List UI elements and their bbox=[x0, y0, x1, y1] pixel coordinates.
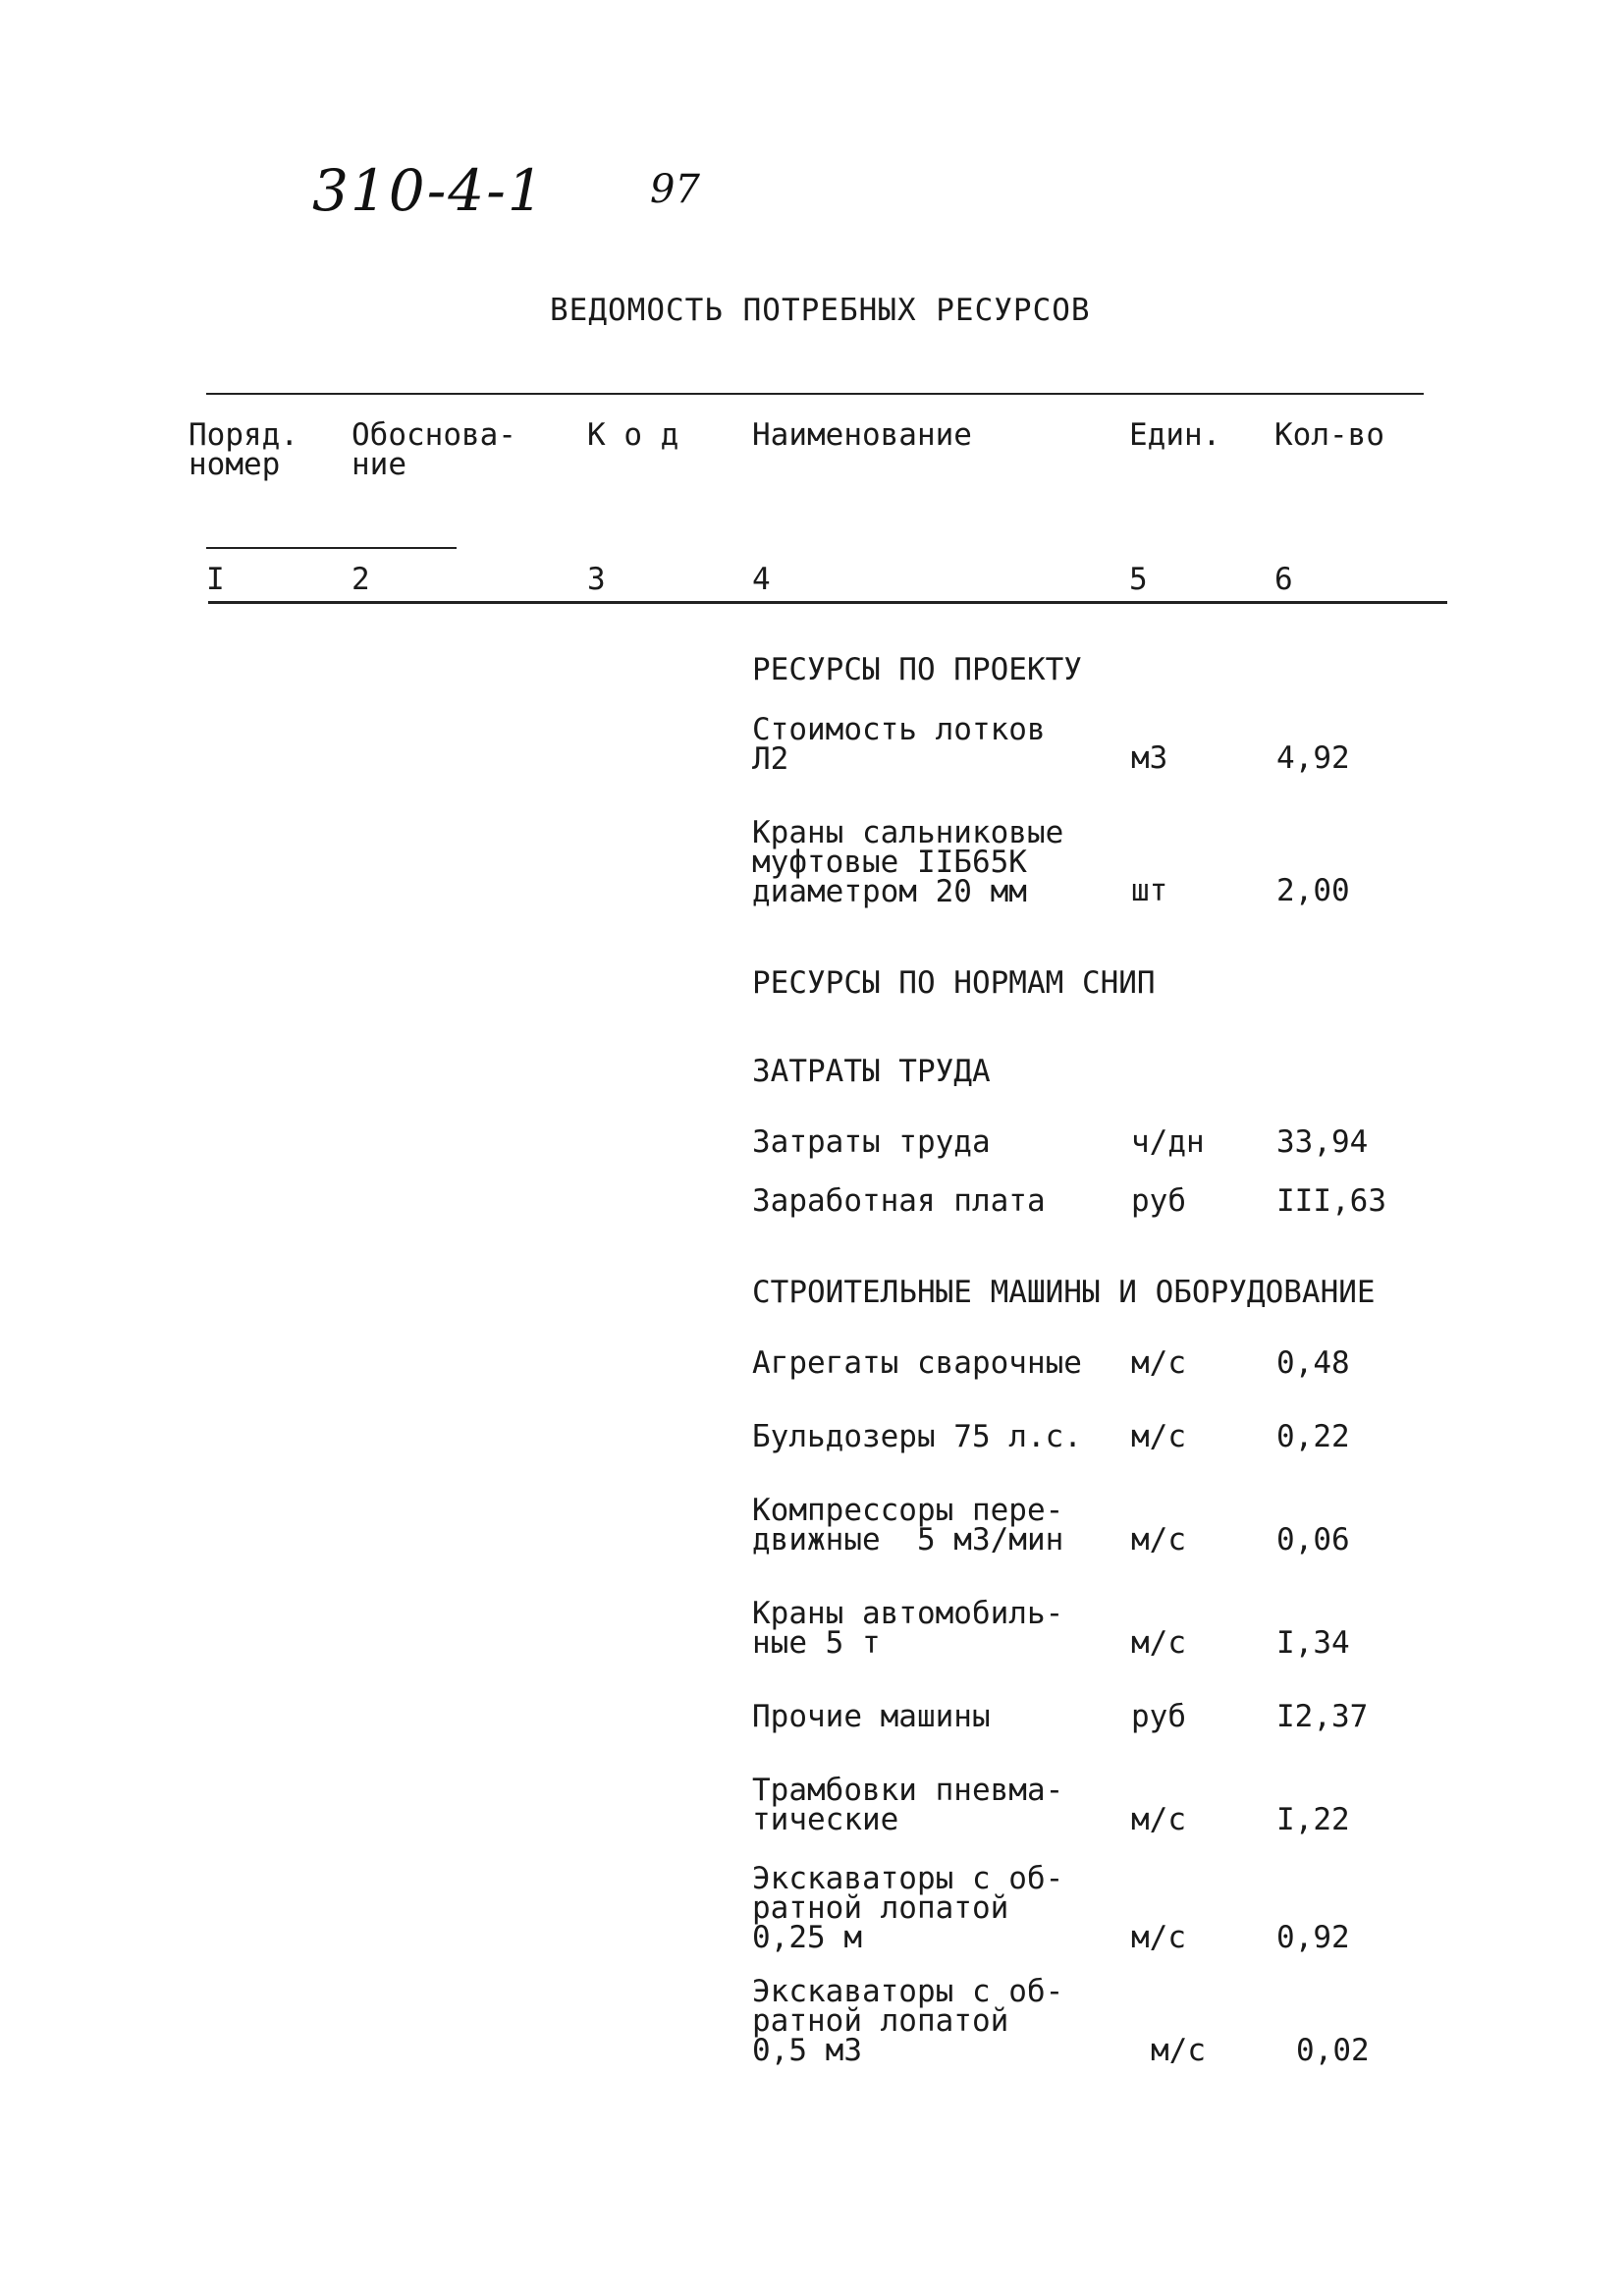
column-header-name: Наименование bbox=[752, 417, 972, 453]
row-unit-5: м/с bbox=[1131, 1419, 1186, 1454]
row-qty-4: 0,48 bbox=[1276, 1345, 1350, 1381]
row-name-8: Прочие машины bbox=[752, 1699, 991, 1734]
row-name-7: Краны автомобиль- ные 5 т bbox=[752, 1596, 1064, 1661]
table-top-rule bbox=[206, 393, 1424, 395]
row-name-1: Краны сальниковые муфтовые IIБ65К диаметром 20 мм bbox=[752, 815, 1064, 909]
row-name-4: Агрегаты сварочные bbox=[752, 1345, 1082, 1381]
row-name-9: Трамбовки пневма- тические bbox=[752, 1773, 1064, 1837]
row-name-10: Экскаваторы с об- ратной лопатой 0,25 м bbox=[752, 1861, 1064, 1955]
column-number-5: 5 bbox=[1129, 562, 1148, 597]
column-number-6: 6 bbox=[1274, 562, 1293, 597]
column-header-unit: Един. bbox=[1129, 417, 1221, 453]
section-heading-machines: СТРОИТЕЛЬНЫЕ МАШИНЫ И ОБОРУДОВАНИЕ bbox=[752, 1275, 1376, 1310]
column-number-3: 3 bbox=[587, 562, 606, 597]
header-separator-rule bbox=[206, 547, 457, 549]
column-header-basis: Обоснова- ние bbox=[352, 417, 516, 482]
row-qty-2: 33,94 bbox=[1276, 1124, 1369, 1160]
row-unit-4: м/с bbox=[1131, 1345, 1186, 1381]
row-qty-3: III,63 bbox=[1276, 1183, 1386, 1219]
row-unit-7: м/с bbox=[1131, 1625, 1186, 1661]
row-name-5: Бульдозеры 75 л.с. bbox=[752, 1419, 1082, 1454]
row-unit-1: шт bbox=[1131, 873, 1168, 908]
page-number: 97 bbox=[650, 167, 700, 212]
section-heading-project: РЕСУРСЫ ПО ПРОЕКТУ bbox=[752, 652, 1082, 687]
row-unit-10: м/с bbox=[1131, 1920, 1186, 1955]
row-name-2: Затраты труда bbox=[752, 1124, 991, 1160]
row-unit-2: ч/дн bbox=[1131, 1124, 1205, 1160]
row-qty-8: I2,37 bbox=[1276, 1699, 1369, 1734]
column-number-1: I bbox=[206, 562, 225, 597]
row-qty-10: 0,92 bbox=[1276, 1920, 1350, 1955]
row-qty-6: 0,06 bbox=[1276, 1522, 1350, 1558]
row-name-3: Заработная плата bbox=[752, 1183, 1046, 1219]
row-unit-3: руб bbox=[1131, 1183, 1186, 1219]
column-header-order: Поряд. номер bbox=[189, 417, 298, 482]
row-unit-6: м/с bbox=[1131, 1522, 1186, 1558]
row-name-0: Стоимость лотков Л2 bbox=[752, 712, 1046, 777]
row-qty-0: 4,92 bbox=[1276, 740, 1350, 776]
row-unit-11: м/с bbox=[1151, 2033, 1206, 2068]
row-qty-7: I,34 bbox=[1276, 1625, 1350, 1661]
row-unit-8: руб bbox=[1131, 1699, 1186, 1734]
row-name-11: Экскаваторы с об- ратной лопатой 0,5 м3 bbox=[752, 1974, 1064, 2068]
section-heading-labor: ЗАТРАТЫ ТРУДА bbox=[752, 1054, 991, 1089]
row-qty-5: 0,22 bbox=[1276, 1419, 1350, 1454]
row-qty-9: I,22 bbox=[1276, 1802, 1350, 1837]
column-header-qty: Кол-во bbox=[1274, 417, 1384, 453]
column-number-4: 4 bbox=[752, 562, 771, 597]
row-qty-1: 2,00 bbox=[1276, 873, 1350, 908]
row-unit-9: м/с bbox=[1131, 1802, 1186, 1837]
document-code: 310-4-1 bbox=[312, 157, 546, 224]
row-name-6: Компрессоры пере- движные 5 м3/мин bbox=[752, 1493, 1064, 1558]
column-number-2: 2 bbox=[352, 562, 370, 597]
section-heading-norms: РЕСУРСЫ ПО НОРМАМ СНИП bbox=[752, 965, 1156, 1001]
page-title: ВЕДОМОСТЬ ПОТРЕБНЫХ РЕСУРСОВ bbox=[550, 293, 1091, 328]
row-unit-0: м3 bbox=[1131, 740, 1168, 776]
row-qty-11: 0,02 bbox=[1296, 2033, 1370, 2068]
column-header-code: К о д bbox=[587, 417, 679, 453]
column-numbers-rule bbox=[208, 601, 1447, 604]
